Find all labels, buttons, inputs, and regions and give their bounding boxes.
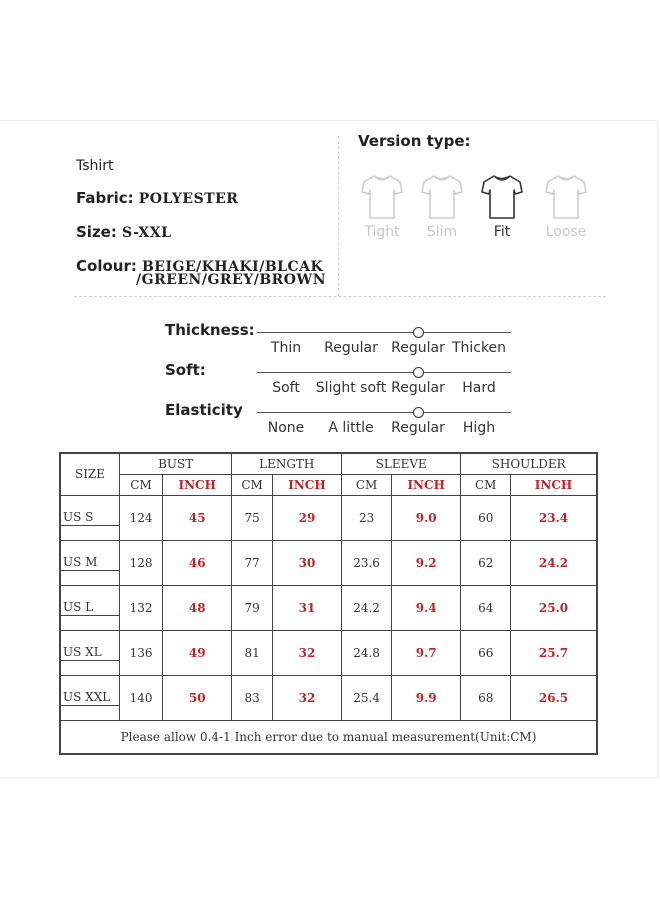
product-type: Tshirt (76, 158, 114, 174)
measurement-note: Please allow 0.4-1 Inch error due to manual measurement(Unit:CM) (60, 720, 597, 754)
inch-value: 49 (163, 630, 232, 675)
version-option-loose (542, 172, 590, 240)
scale-marker (413, 367, 424, 378)
size-name: US S (63, 509, 94, 524)
vertical-divider (338, 136, 339, 296)
scale-option: A little (328, 420, 374, 436)
unit-header-inch: INCH (392, 474, 461, 495)
scale-track (257, 412, 511, 413)
inch-value: 23.4 (511, 495, 597, 540)
tshirt-icon (480, 172, 524, 220)
unit-header-cm: CM (342, 474, 392, 495)
feel-label: Soft: (165, 361, 206, 379)
scale-option: Regular (391, 420, 445, 436)
fabric-value: POLYESTER (138, 191, 239, 207)
size-value: S-XXL (121, 225, 172, 241)
inch-value: 25.0 (511, 585, 597, 630)
fabric-row (76, 188, 238, 207)
scale-marker (413, 407, 424, 418)
size-label: Size: (76, 223, 117, 241)
table-row (60, 675, 597, 720)
tshirt-icon (360, 172, 404, 220)
size-underline (61, 525, 119, 526)
size-name: US XXL (63, 689, 111, 704)
inch-value: 48 (163, 585, 232, 630)
cm-value: 77 (232, 540, 272, 585)
size-name: US M (63, 554, 98, 569)
scale-option: Thicken (451, 340, 507, 356)
cm-value: 124 (120, 495, 163, 540)
cm-value: 128 (120, 540, 163, 585)
inch-value: 30 (272, 540, 341, 585)
table-row (60, 585, 597, 630)
cm-value: 83 (232, 675, 272, 720)
inch-value: 9.4 (392, 585, 461, 630)
scale-option: High (462, 420, 496, 436)
size-header: SIZE (60, 453, 120, 495)
colour-value-line1: BEIGE/KHAKI/BLCAK (141, 259, 324, 275)
size-cell (60, 540, 120, 585)
version-option-fit (478, 172, 526, 240)
version-option-label: Tight (364, 224, 400, 240)
feel-label: Elasticity (165, 401, 243, 419)
unit-header-cm: CM (461, 474, 511, 495)
inch-value: 9.0 (392, 495, 461, 540)
scale-option: Soft (272, 380, 300, 396)
size-underline (61, 570, 119, 571)
cm-value: 66 (461, 630, 511, 675)
group-header-sleeve: SLEEVE (342, 453, 461, 474)
inch-value: 9.7 (392, 630, 461, 675)
cm-value: 75 (232, 495, 272, 540)
inch-value: 46 (163, 540, 232, 585)
cm-value: 24.2 (342, 585, 392, 630)
inch-value: 24.2 (511, 540, 597, 585)
size-underline (61, 660, 119, 661)
fabric-label: Fabric: (76, 189, 134, 207)
size-name: US L (63, 599, 94, 614)
inch-value: 45 (163, 495, 232, 540)
scale-option: None (267, 420, 305, 436)
scale-track (257, 332, 511, 333)
size-cell (60, 495, 120, 540)
table-row (60, 540, 597, 585)
size-cell (60, 585, 120, 630)
unit-header-inch: INCH (272, 474, 341, 495)
cm-value: 79 (232, 585, 272, 630)
inch-value: 32 (272, 630, 341, 675)
scale-option: Regular (324, 340, 378, 356)
version-option-slim (418, 172, 466, 240)
version-option-label: Loose (545, 224, 587, 240)
inch-value: 25.7 (511, 630, 597, 675)
inch-value: 26.5 (511, 675, 597, 720)
size-underline (61, 705, 119, 706)
table-row (60, 495, 597, 540)
group-header-length: LENGTH (232, 453, 342, 474)
version-option-label: Fit (493, 224, 511, 240)
size-cell (60, 630, 120, 675)
group-header-bust: BUST (120, 453, 232, 474)
horizontal-divider (74, 296, 606, 297)
cm-value: 23.6 (342, 540, 392, 585)
unit-header-inch: INCH (163, 474, 232, 495)
cm-value: 81 (232, 630, 272, 675)
version-option-tight (358, 172, 406, 240)
size-name: US XL (63, 644, 102, 659)
inch-value: 29 (272, 495, 341, 540)
scale-option: Slight soft (315, 380, 387, 396)
version-option-label: Slim (426, 224, 458, 240)
cm-value: 23 (342, 495, 392, 540)
scale-option: Regular (391, 380, 445, 396)
cm-value: 25.4 (342, 675, 392, 720)
size-row (76, 222, 171, 241)
unit-header-inch: INCH (511, 474, 597, 495)
unit-header-cm: CM (232, 474, 272, 495)
inch-value: 9.9 (392, 675, 461, 720)
cm-value: 64 (461, 585, 511, 630)
inch-value: 31 (272, 585, 341, 630)
cm-value: 68 (461, 675, 511, 720)
inch-value: 50 (163, 675, 232, 720)
cm-value: 60 (461, 495, 511, 540)
cm-value: 62 (461, 540, 511, 585)
scale-track (257, 372, 511, 373)
scale-option: Thin (270, 340, 302, 356)
version-type-title: Version type: (358, 132, 471, 150)
inch-value: 9.2 (392, 540, 461, 585)
table-row (60, 630, 597, 675)
feel-label: Thickness: (165, 321, 255, 339)
scale-marker (413, 327, 424, 338)
size-cell (60, 675, 120, 720)
size-underline (61, 615, 119, 616)
size-table (59, 452, 598, 755)
inch-value: 32 (272, 675, 341, 720)
colour-value-line2: /GREEN/GREY/BROWN (136, 272, 327, 288)
scale-option: Regular (391, 340, 445, 356)
tshirt-icon (420, 172, 464, 220)
colour-label: Colour: (76, 257, 137, 275)
scale-option: Hard (462, 380, 496, 396)
tshirt-icon (544, 172, 588, 220)
cm-value: 136 (120, 630, 163, 675)
group-header-shoulder: SHOULDER (461, 453, 597, 474)
cm-value: 132 (120, 585, 163, 630)
cm-value: 140 (120, 675, 163, 720)
unit-header-cm: CM (120, 474, 163, 495)
cm-value: 24.8 (342, 630, 392, 675)
